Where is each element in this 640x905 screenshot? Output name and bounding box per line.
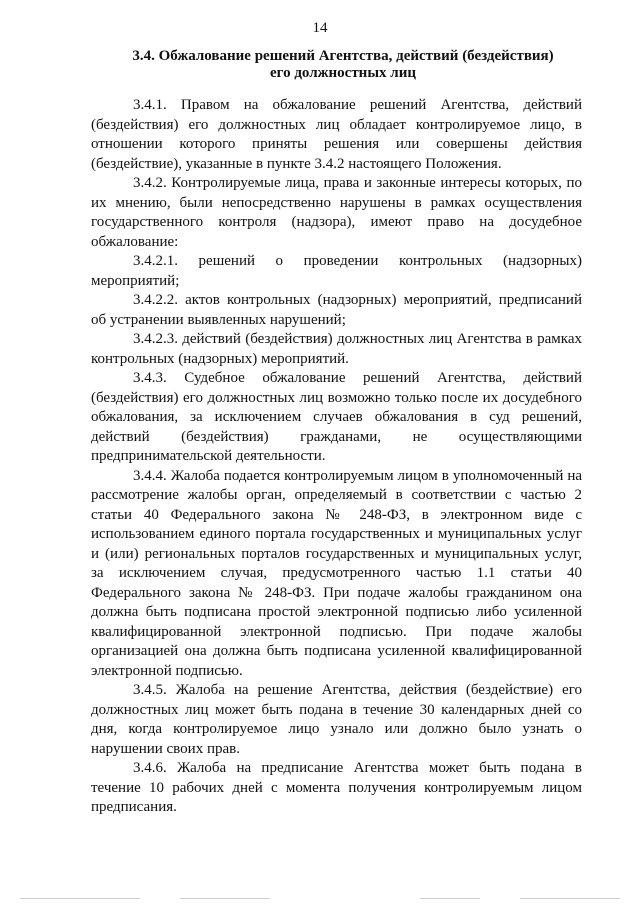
paragraph-3-4-5: 3.4.5. Жалоба на решение Агентства, действия (бездействие) его должностных лиц может быть подана в течение 30 календарных дней со дня, когда контролируемое лицо узнало или должно было узнать о нарушении своих прав. (91, 682, 582, 757)
paragraph-3-4-6: 3.4.6. Жалоба на предписание Агентства может быть подана в течение 10 рабочих дней с момента получения контролируемым лицом предписания. (91, 760, 582, 815)
scan-edge-artifact (0, 898, 640, 900)
section-heading-line-1: 3.4. Обжалование решений Агентства, действий (бездействия) (132, 48, 554, 64)
section-heading (93, 48, 593, 82)
paragraph-3-4-4: 3.4.4. Жалоба подается контролируемым лицом в уполномоченный на рассмотрение жалобы орган, определяемый в соответствии с частью 2 статьи 40 Федерального закона № 248-ФЗ, в электронном виде с использованием единого портала государственных и муниципальных услуг и (или) региональных порталов государственных и муниципальных услуг, за исключением случая, предусмотренного частью 1.1 статьи 40 Федерального закона № 248-ФЗ. При подаче жалобы гражданином она должна быть подписана простой электронной подписью либо усиленной квалифицированной электронной подписью. При подаче жалобы организацией она должна быть подписана усиленной квалифицированной электронной подписью. (91, 467, 582, 679)
paragraph-3-4-2-1: 3.4.2.1. решений о проведении контрольных (надзорных) мероприятий; (91, 253, 582, 289)
paragraph-3-4-3: 3.4.3. Судебное обжалование решений Агентства, действий (бездействия) его должностных лиц возможно только после их досудебного обжалования, за исключением случаев обжалования в суд решений, действий (бездействия) гражданами, не осуществляющими предпринимательской деятельности. (91, 370, 582, 464)
paragraph-3-4-2-3: 3.4.2.3. действий (бездействия) должностных лиц Агентства в рамках контрольных (надзорных) мероприятий. (91, 331, 582, 367)
paragraph-3-4-1: 3.4.1. Правом на обжалование решений Агентства, действий (бездействия) его должностных лиц обладает контролируемое лицо, в отношении которого приняты решения или совершены действия (бездействие), указанные в пункте 3.4.2 настоящего Положения. (91, 97, 582, 172)
section-body (91, 96, 582, 818)
paragraph-3-4-2-2: 3.4.2.2. актов контрольных (надзорных) мероприятий, предписаний об устранении выявленных нарушений; (91, 292, 582, 328)
paragraph-3-4-2: 3.4.2. Контролируемые лица, права и законные интересы которых, по их мнению, были непосредственно нарушены в рамках осуществления государственного контроля (надзора), имеют право на досудебное обжалование: (91, 175, 582, 250)
section-heading-line-2: его должностных лиц (269, 65, 416, 81)
page-number: 14 (312, 20, 328, 36)
